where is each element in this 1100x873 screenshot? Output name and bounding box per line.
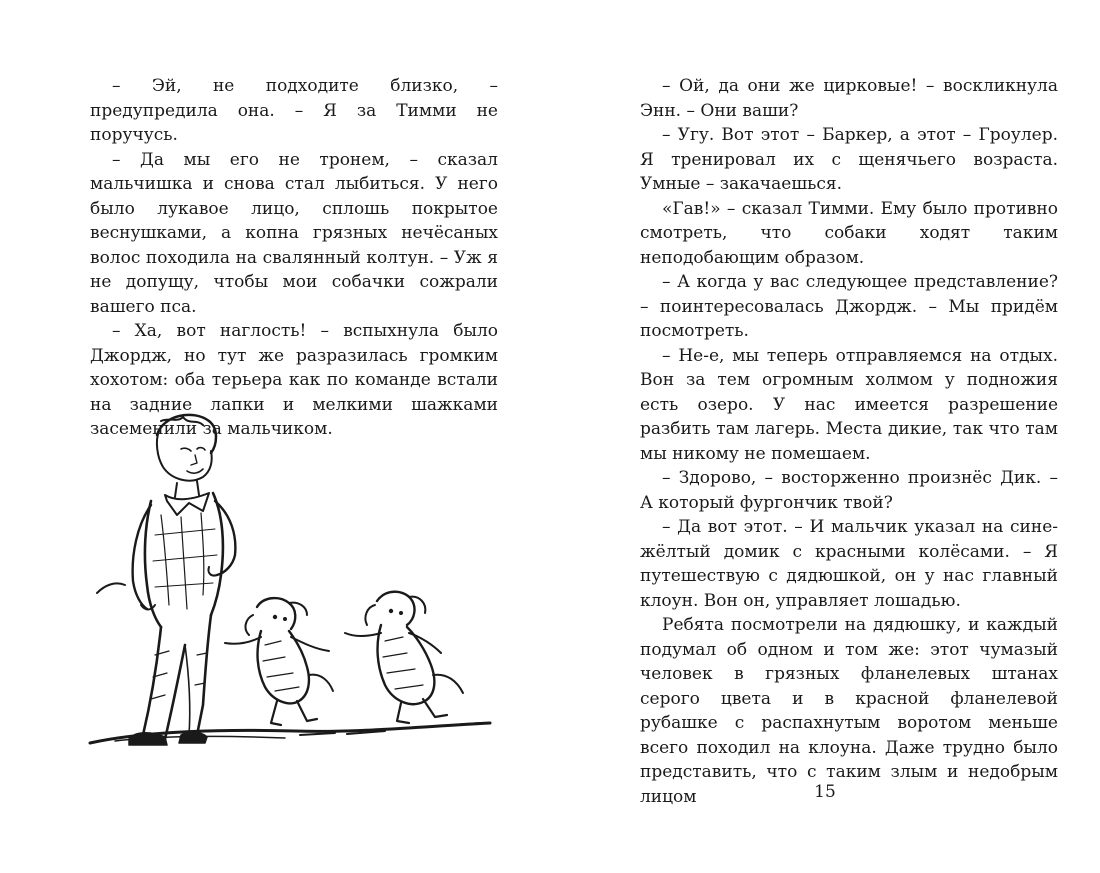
boy-with-terriers-illustration [85, 405, 495, 765]
paragraph: – А когда у вас следующее представление? – поинтересовалась Джордж. – Мы придём посмотреть. [640, 272, 1058, 341]
terrier-left [225, 598, 333, 725]
paragraph: – Угу. Вот этот – Баркер, а этот – Гроулер. Я тренировал их с щенячьего возраста. Умные – закачаешься. [640, 125, 1058, 194]
terrier-right [345, 592, 463, 723]
left-text-column [90, 74, 498, 442]
page-number: 15 [814, 782, 836, 802]
paragraph: – Ой, да они же цирковые! – воскликнула Энн. – Они ваши? [640, 76, 1058, 121]
paragraph: – Здорово, – восторженно произнёс Дик. – А который фургончик твой? [640, 468, 1058, 513]
paragraph: – Ха, вот наглость! – вспыхнула было Джордж, но тут же разразилась громким хохотом: оба терьера как по команде встали на задние лапки и мелкими шажками засеменили за мальчиком. [90, 321, 498, 439]
boy-figure [97, 415, 235, 745]
right-text-column [640, 74, 1058, 809]
right-page [550, 0, 1100, 873]
paragraph: – Да вот этот. – И мальчик указал на сине-жёлтый домик с красными колёсами. – Я путешествую с дядюшкой, он у нас главный клоун. Вон он, управляет лошадью. [640, 517, 1058, 611]
paragraph: – Не-е, мы теперь отправляемся на отдых. Вон за тем огромным холмом у подножия есть озеро. У нас имеется разрешение разбить там лагерь. Места дикие, так что там мы никому не помешаем. [640, 345, 1058, 464]
paragraph: – Эй, не подходите близко, – предупредила она. – Я за Тимми не поручусь. [90, 76, 498, 145]
paragraph: Ребята посмотрели на дядюшку, и каждый подумал об одном и том же: этот чумазый человек в грязных фланелевых штанах серого цвета и в красной фланелевой рубашке с распахнутым воротом меньше всего походил на клоуна. Даже трудно было представить, что с таким злым и недобрым лицом [640, 615, 1058, 807]
paragraph: – Да мы его не тронем, – сказал мальчишка и снова стал лыбиться. У него было лукавое лицо, сплошь покрытое веснушками, а копна грязных нечёсаных волос походила на свалянный колтун. – Уж я не допущу, чтобы мои собачки сожрали вашего пса. [90, 149, 498, 317]
paragraph: «Гав!» – сказал Тимми. Ему было противно смотреть, что собаки ходят таким неподобающим образом. [640, 198, 1058, 268]
